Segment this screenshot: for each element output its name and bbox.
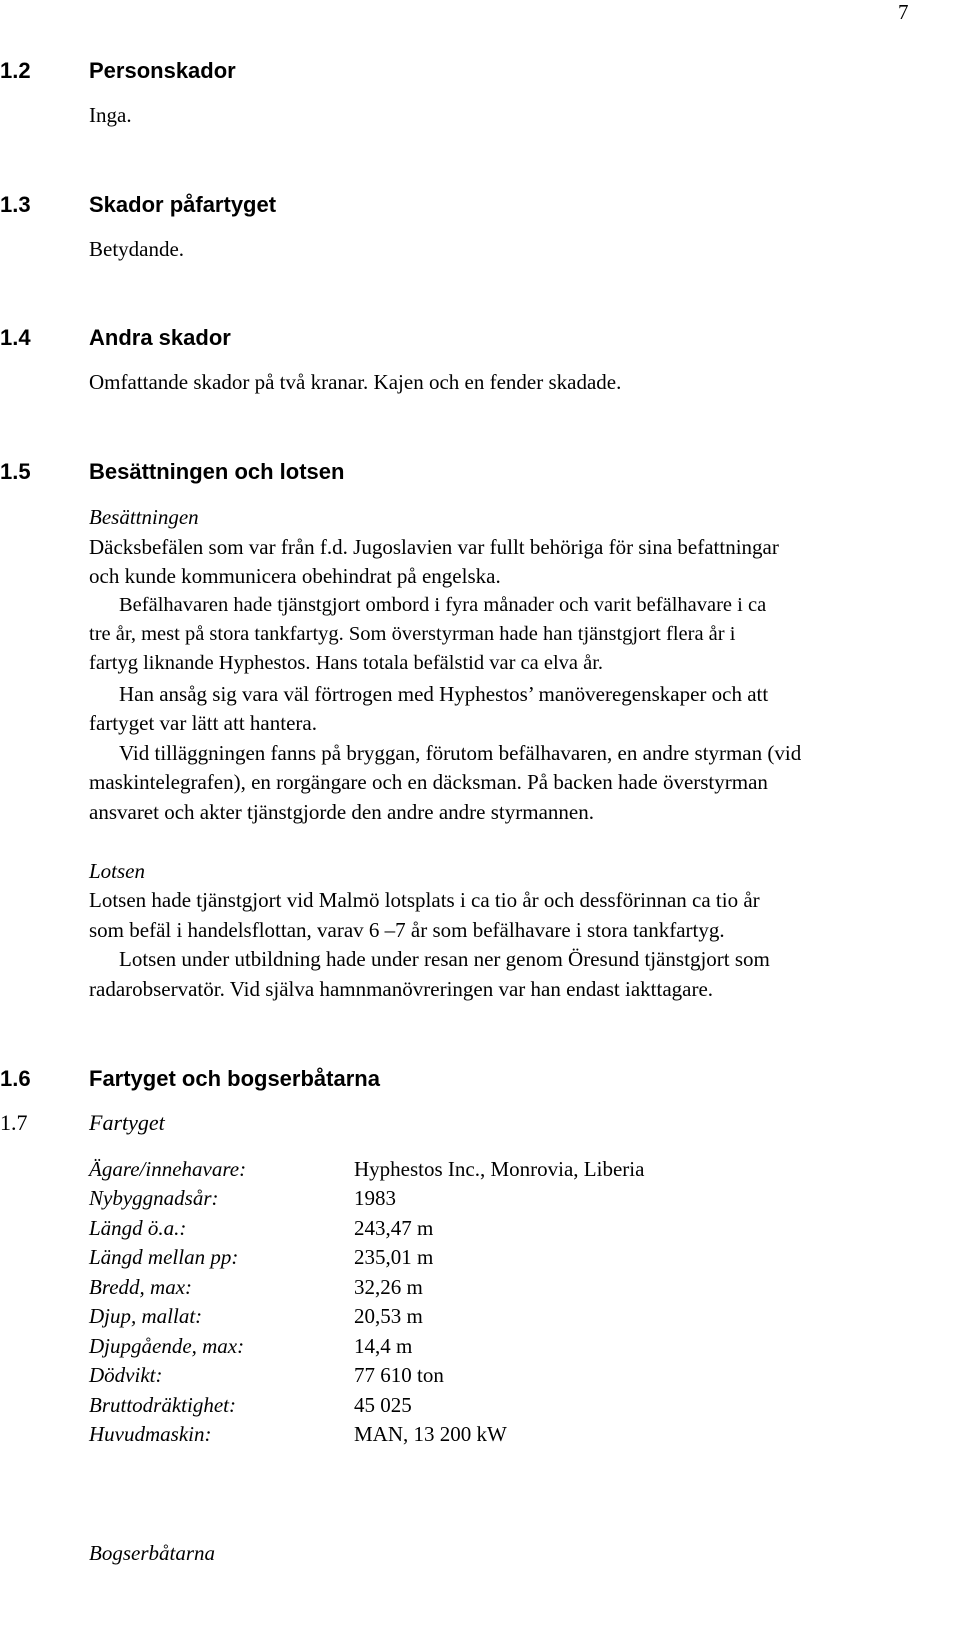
- section-number-1-3: 1.3: [0, 192, 31, 217]
- spec-value: 32,26 m: [354, 1275, 423, 1299]
- paragraph-line: Han ansåg sig vara väl förtrogen med Hyphestos’ manöveregenskaper och att: [119, 682, 769, 706]
- subheading-bogserbatarna: Bogserbåtarna: [89, 1541, 215, 1565]
- paragraph-line: ansvaret och akter tjänstgjorde den andre andre styrmannen.: [89, 800, 594, 824]
- spec-value: 14,4 m: [354, 1334, 413, 1358]
- paragraph-line: Lotsen hade tjänstgjort vid Malmö lotsplats i ca tio år och dessförinnan ca tio år: [89, 888, 760, 912]
- spec-label: Längd mellan pp:: [89, 1245, 239, 1269]
- section-text-andra-skador: Omfattande skador på två kranar. Kajen och en fender skadade.: [89, 370, 622, 394]
- paragraph-line: Vid tilläggningen fanns på bryggan, förutom befälhavaren, en andre styrman (vid: [119, 741, 802, 765]
- spec-value: Hyphestos Inc., Monrovia, Liberia: [354, 1157, 645, 1181]
- section-text-personskador: Inga.: [89, 103, 132, 127]
- section-number-1-5: 1.5: [0, 459, 31, 484]
- spec-value: 1983: [354, 1186, 396, 1210]
- spec-value: 45 025: [354, 1393, 412, 1417]
- section-number-1-7: 1.7: [0, 1110, 28, 1135]
- spec-label: Djupgående, max:: [89, 1334, 245, 1358]
- section-number-1-6: 1.6: [0, 1066, 31, 1091]
- paragraph-line: som befäl i handelsflottan, varav 6 –7 år som befälhavare i stora tankfartyg.: [89, 918, 725, 942]
- section-number-1-4: 1.4: [0, 325, 31, 350]
- paragraph-line: och kunde kommunicera obehindrat på engelska.: [89, 564, 501, 588]
- spec-label: Bredd, max:: [89, 1275, 193, 1299]
- paragraph-line: Befälhavaren hade tjänstgjort ombord i fyra månader och varit befälhavare i ca: [119, 594, 767, 616]
- section-number-1-2: 1.2: [0, 58, 31, 83]
- spec-label: Bruttodräktighet:: [89, 1393, 236, 1417]
- spec-label: Nybyggnadsår:: [89, 1186, 219, 1210]
- paragraph-line: fartyget var lätt att hantera.: [89, 711, 317, 735]
- spec-label: Djup, mallat:: [89, 1304, 203, 1328]
- spec-value: 77 610 ton: [354, 1363, 444, 1387]
- spec-value: MAN, 13 200 kW: [354, 1422, 507, 1446]
- subheading-lotsen: Lotsen: [89, 859, 146, 883]
- section-title-personskador: Personskador: [89, 58, 236, 83]
- section-title-andra-skador: Andra skador: [89, 325, 231, 350]
- paragraph-line: Däcksbefälen som var från f.d. Jugoslavien var fullt behöriga för sina befattningar: [89, 535, 779, 559]
- spec-label: Längd ö.a.:: [89, 1216, 187, 1240]
- spec-label: Ägare/innehavare:: [89, 1157, 247, 1181]
- paragraph-line: fartyg liknande Hyphestos. Hans totala befälstid var ca elva år.: [89, 652, 604, 674]
- paragraph-line: tre år, mest på stora tankfartyg. Som överstyrman hade han tjänstgjort flera år i: [89, 623, 736, 645]
- section-title-besattningen-och-lotsen: Besättningen och lotsen: [89, 459, 345, 484]
- spec-value: 243,47 m: [354, 1216, 434, 1240]
- section-title-fartyget: Fartyget: [89, 1110, 165, 1135]
- spec-value: 20,53 m: [354, 1304, 423, 1328]
- spec-label: Huvudmaskin:: [89, 1422, 212, 1446]
- paragraph-line: maskintelegrafen), en rorgängare och en däcksman. På backen hade överstyrman: [89, 770, 768, 794]
- section-title-fartyget-och-bogserbatarna: Fartyget och bogserbåtarna: [89, 1066, 380, 1091]
- section-title-skador-pa-fartyget: Skador påfartyget: [89, 192, 277, 217]
- spec-value: 235,01 m: [354, 1245, 434, 1269]
- paragraph-line: Lotsen under utbildning hade under resan ner genom Öresund tjänstgjort som: [119, 947, 770, 971]
- page-number: 7: [898, 0, 909, 24]
- subheading-besattningen: Besättningen: [89, 505, 199, 529]
- section-text-skador-pa-fartyget: Betydande.: [89, 237, 185, 261]
- spec-label: Dödvikt:: [89, 1363, 163, 1387]
- paragraph-line: radarobservatör. Vid själva hamnmanövreringen var han endast iakttagare.: [89, 977, 714, 1001]
